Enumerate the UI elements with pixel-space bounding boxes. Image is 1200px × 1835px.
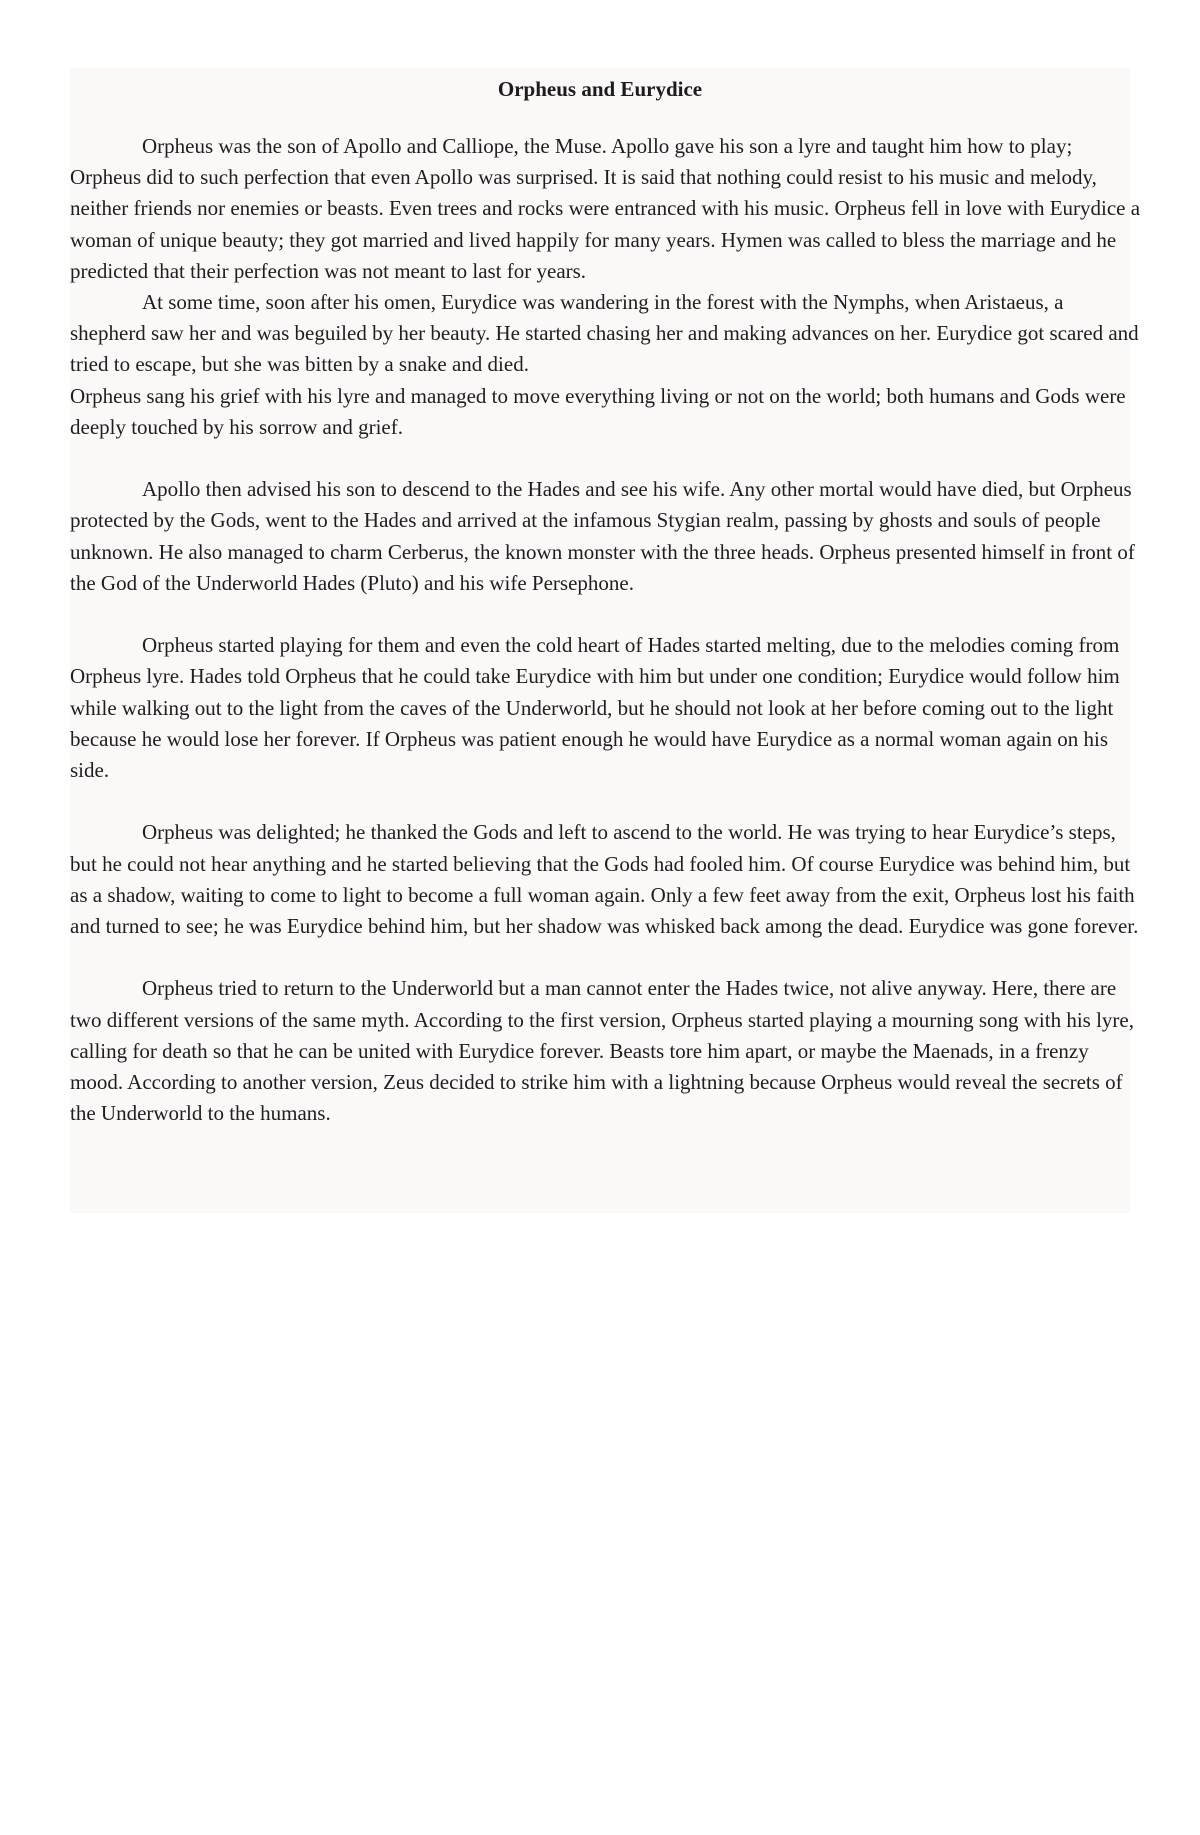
paragraph-1: Orpheus was the son of Apollo and Calliope, the Muse. Apollo gave his son a lyre and taught him how to play; Orpheus did to such perfection that even Apollo was surprised. It is said that nothing could resist to his music and melody, neither friends nor enemies or beasts. Even trees and rocks were entranced with his music. Orpheus fell in love with Eurydice a woman of unique beauty; they got married and lived happily for many years. Hymen was called to bless the marriage and he predicted that their perfection was not meant to last for years.: [70, 134, 1141, 283]
document-title: Orpheus and Eurydice: [497, 77, 703, 101]
paragraph-spacer: [70, 599, 1142, 630]
paragraph-5: Orpheus started playing for them and even the cold heart of Hades started melting, due to the melodies coming from Orpheus lyre. Hades told Orpheus that he could take Eurydice with him but under one condition; Eurydice would follow him while walking out to the light from the caves of the Underworld, but he should not look at her before coming out to the light because he would lose her forever. If Orpheus was patient enough he would have Eurydice as a normal woman again on his side.: [70, 633, 1120, 783]
paragraph-spacer: [70, 786, 1142, 817]
paragraph-2: At some time, soon after his omen, Eurydice was wandering in the forest with the Nymphs, when Aristaeus, a shepherd saw her and was beguiled by her beauty. He started chasing her and making advances on her. Eurydice got scared and tried to escape, but she was bitten by a snake and died.: [70, 290, 1139, 377]
paragraph-7: Orpheus tried to return to the Underworld but a man cannot enter the Hades twice, not alive anyway. Here, there are two different versions of the same myth. According to the first version, Orpheus started playing a mourning song with his lyre, calling for death so that he can be united with Eurydice forever. Beasts tore him apart, or maybe the Maenads, in a frenzy mood. According to another version, Zeus decided to strike him with a lightning because Orpheus would reveal the secrets of the Underworld to the humans.: [70, 976, 1134, 1126]
paragraph-spacer: [70, 942, 1142, 973]
paragraph-spacer: [70, 443, 1142, 474]
paragraph-3: Orpheus sang his grief with his lyre and managed to move everything living or not on the world; both humans and Gods were deeply touched by his sorrow and grief.: [70, 383, 1126, 439]
paragraph-4: Apollo then advised his son to descend to the Hades and see his wife. Any other mortal would have died, but Orpheus protected by the Gods, went to the Hades and arrived at the infamous Stygian realm, passing by ghosts and souls of people unknown. He also managed to charm Cerberus, the known monster with the three heads. Orpheus presented himself in front of the God of the Underworld Hades (Pluto) and his wife Persephone.: [70, 477, 1135, 595]
document-body: [70, 131, 1142, 1129]
paragraph-6: Orpheus was delighted; he thanked the Gods and left to ascend to the world. He was trying to hear Eurydice’s steps, but he could not hear anything and he started believing that the Gods had fooled him. Of course Eurydice was behind him, but as a shadow, waiting to come to light to become a full woman again. Only a few feet away from the exit, Orpheus lost his faith and turned to see; he was Eurydice behind him, but her shadow was whisked back among the dead. Eurydice was gone forever.: [70, 820, 1139, 939]
